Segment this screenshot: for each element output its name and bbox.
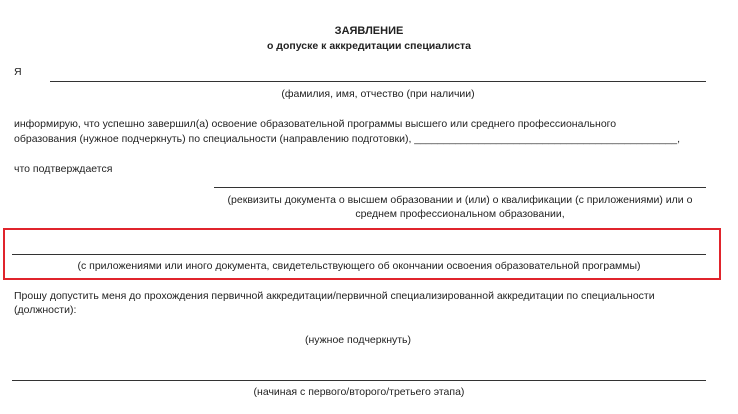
fio-input-line[interactable] bbox=[50, 81, 706, 82]
paragraph-completion-line2: образования (нужное подчеркнуть) по специальности (направлению подготовки), _____________________________________________, bbox=[14, 133, 681, 145]
paragraph-request-line2: (должности): bbox=[14, 304, 77, 316]
fio-hint: (фамилия, имя, отчество (при наличии) bbox=[281, 88, 475, 100]
requisites-input-line[interactable] bbox=[214, 187, 706, 188]
paragraph-request-line1: Прошу допустить меня до прохождения первичной аккредитации/первичной специализированной аккредитации по специальности bbox=[14, 290, 655, 302]
confirm-label: что подтверждается bbox=[14, 163, 113, 175]
paragraph-completion-line1: информирую, что успешно завершил(а) освоение образовательной программы высшего или среднего профессионального bbox=[14, 118, 617, 130]
other-document-hint: (с приложениями или иного документа, свидетельствующего об окончании освоения образовательной программы) bbox=[77, 260, 641, 272]
i-label: Я bbox=[14, 66, 22, 78]
document-title: ЗАЯВЛЕНИЕ bbox=[334, 25, 404, 37]
document-subtitle: о допуске к аккредитации специалиста bbox=[266, 40, 472, 52]
requisites-hint-line2: среднем профессиональном образовании, bbox=[355, 208, 565, 220]
underline-hint: (нужное подчеркнуть) bbox=[304, 334, 412, 346]
stage-hint: (начиная с первого/второго/третьего этапа) bbox=[253, 386, 465, 398]
stage-input-line[interactable] bbox=[12, 380, 706, 381]
requisites-hint-line1: (реквизиты документа о высшем образовании и (или) о квалификации (с приложениями) или о bbox=[227, 194, 693, 206]
other-document-input-line[interactable] bbox=[12, 254, 706, 255]
